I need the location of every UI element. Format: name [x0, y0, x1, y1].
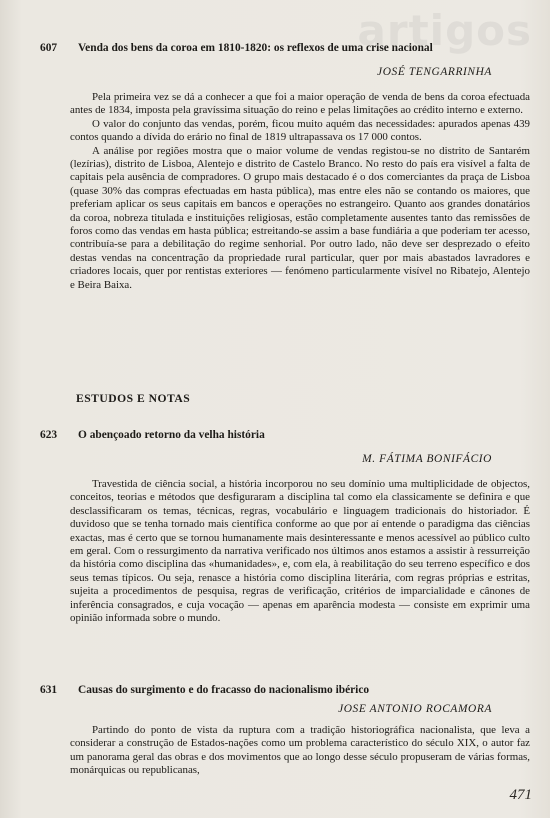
- abstract-paragraph: A análise por regiões mostra que o maior volume de vendas registou-se no distrito de Santarém (lezírias), distrito de Lisboa, Alentejo e distrito de Castelo Branco. No resto do país era visível a falta de capitais pela ausência de compradores. O grupo mais destacado é o dos comerciantes da praça de Lisboa (quase 30% das compras efectuadas em hasta pública), mas entre eles não se contando os maiores, que preferiam aplicar os seus capitais em bancos e operações no estrangeiro. Quanto aos grandes donatários da coroa, nobreza titulada e instituições religiosas, estão completamente ausentes tanto das remissões de foros como das vendas em hasta pública; estreitando-se assim a base fundiária a que poderiam ter acesso, contribuía-se para a debilitação do regime senhorial. Por outro lado, não deve ser desprezado o efeito destas vendas na concentração da propriedade rural particular, quer por mais abastados lavradores e criadores locais, quer por rentistas exteriores — fenómeno particularmente visível no Ribatejo, Alentejo e Beira Baixa.: [70, 144, 530, 291]
- page-number: 471: [509, 787, 532, 803]
- article-heading: [40, 41, 492, 55]
- article-abstract: [70, 478, 530, 625]
- article-entry: [40, 41, 530, 292]
- abstract-paragraph: Travestida de ciência social, a história incorporou no seu domínio uma multiplicidade de objectos, conceitos, teorias e métodos que desfiguraram a disciplina tal como ela classicamente se definira e que desclassificaram os temas, técnicas, regras, vocabulário e linguagem tradicionais do historiador. É duvidoso que se tenha tornado mais científica conforme ao que por aí entende o paradigma das ciências exactas, mas é certo que se tornou humanamente mais desinteressante e menos acessível ao público culto em geral. Com o ressurgimento da narrativa verificado nos últimos anos estamos a assistir à ressurreição da história como disciplina das «humanidades», e, com ela, à reabilitação do seu terreno específico e dos seus temas típicos. Ou seja, renasce a história como disciplina literária, com regras próprias e estritas, sujeita a procedimentos de pesquisa, regras de verificação, critérios de imparcialidade e cânones de inferência consagrados, e cuja vocação — apenas em aparência modesta — consiste em exprimir uma opinião informada sobre o mundo.: [70, 478, 530, 625]
- article-title: Causas do surgimento e do fracasso do nacionalismo ibérico: [78, 684, 370, 696]
- article-title: O abençoado retorno da velha história: [78, 429, 265, 441]
- article-abstract: [70, 724, 530, 778]
- bleed-through-heading: artigos: [357, 6, 532, 55]
- article-author: JOSÉ TENGARRINHA: [377, 66, 492, 78]
- article-heading: [40, 683, 492, 697]
- abstract-paragraph: Pela primeira vez se dá a conhecer a que foi a maior operação de venda de bens da coroa efectuada antes de 1834, imposta pela gravíssima situação do reino e pelas limitações ao crédito interno e externo.: [70, 91, 530, 117]
- article-author: JOSE ANTONIO ROCAMORA: [338, 703, 492, 715]
- article-page-ref: 631: [40, 684, 58, 696]
- article-heading: [40, 428, 492, 442]
- article-abstract: [70, 91, 530, 292]
- article-page-ref: 607: [40, 42, 58, 54]
- abstract-paragraph: O valor do conjunto das vendas, porém, ficou muito aquém das necessidades: apurados apenas 439 contos quando a dívida do erário no final de 1819 ultrapassava os 17 000 contos.: [70, 117, 530, 144]
- article-entry: [40, 683, 530, 778]
- article-entry: [40, 428, 530, 625]
- section-heading: ESTUDOS E NOTAS: [76, 392, 191, 405]
- abstract-paragraph: Partindo do ponto de vista da ruptura com a tradição historiográfica nacionalista, que leva a considerar a construção de Estados-nações como um problema característico do século XIX, o autor faz um panorama geral das obras e dos movimentos que ao longo desse século propuseram de várias formas, monárquicas ou republicanas,: [70, 724, 530, 777]
- article-page-ref: 623: [40, 429, 58, 441]
- article-title: Venda dos bens da coroa em 1810-1820: os reflexos de uma crise nacional: [78, 42, 433, 54]
- article-author: M. FÁTIMA BONIFÁCIO: [362, 453, 492, 465]
